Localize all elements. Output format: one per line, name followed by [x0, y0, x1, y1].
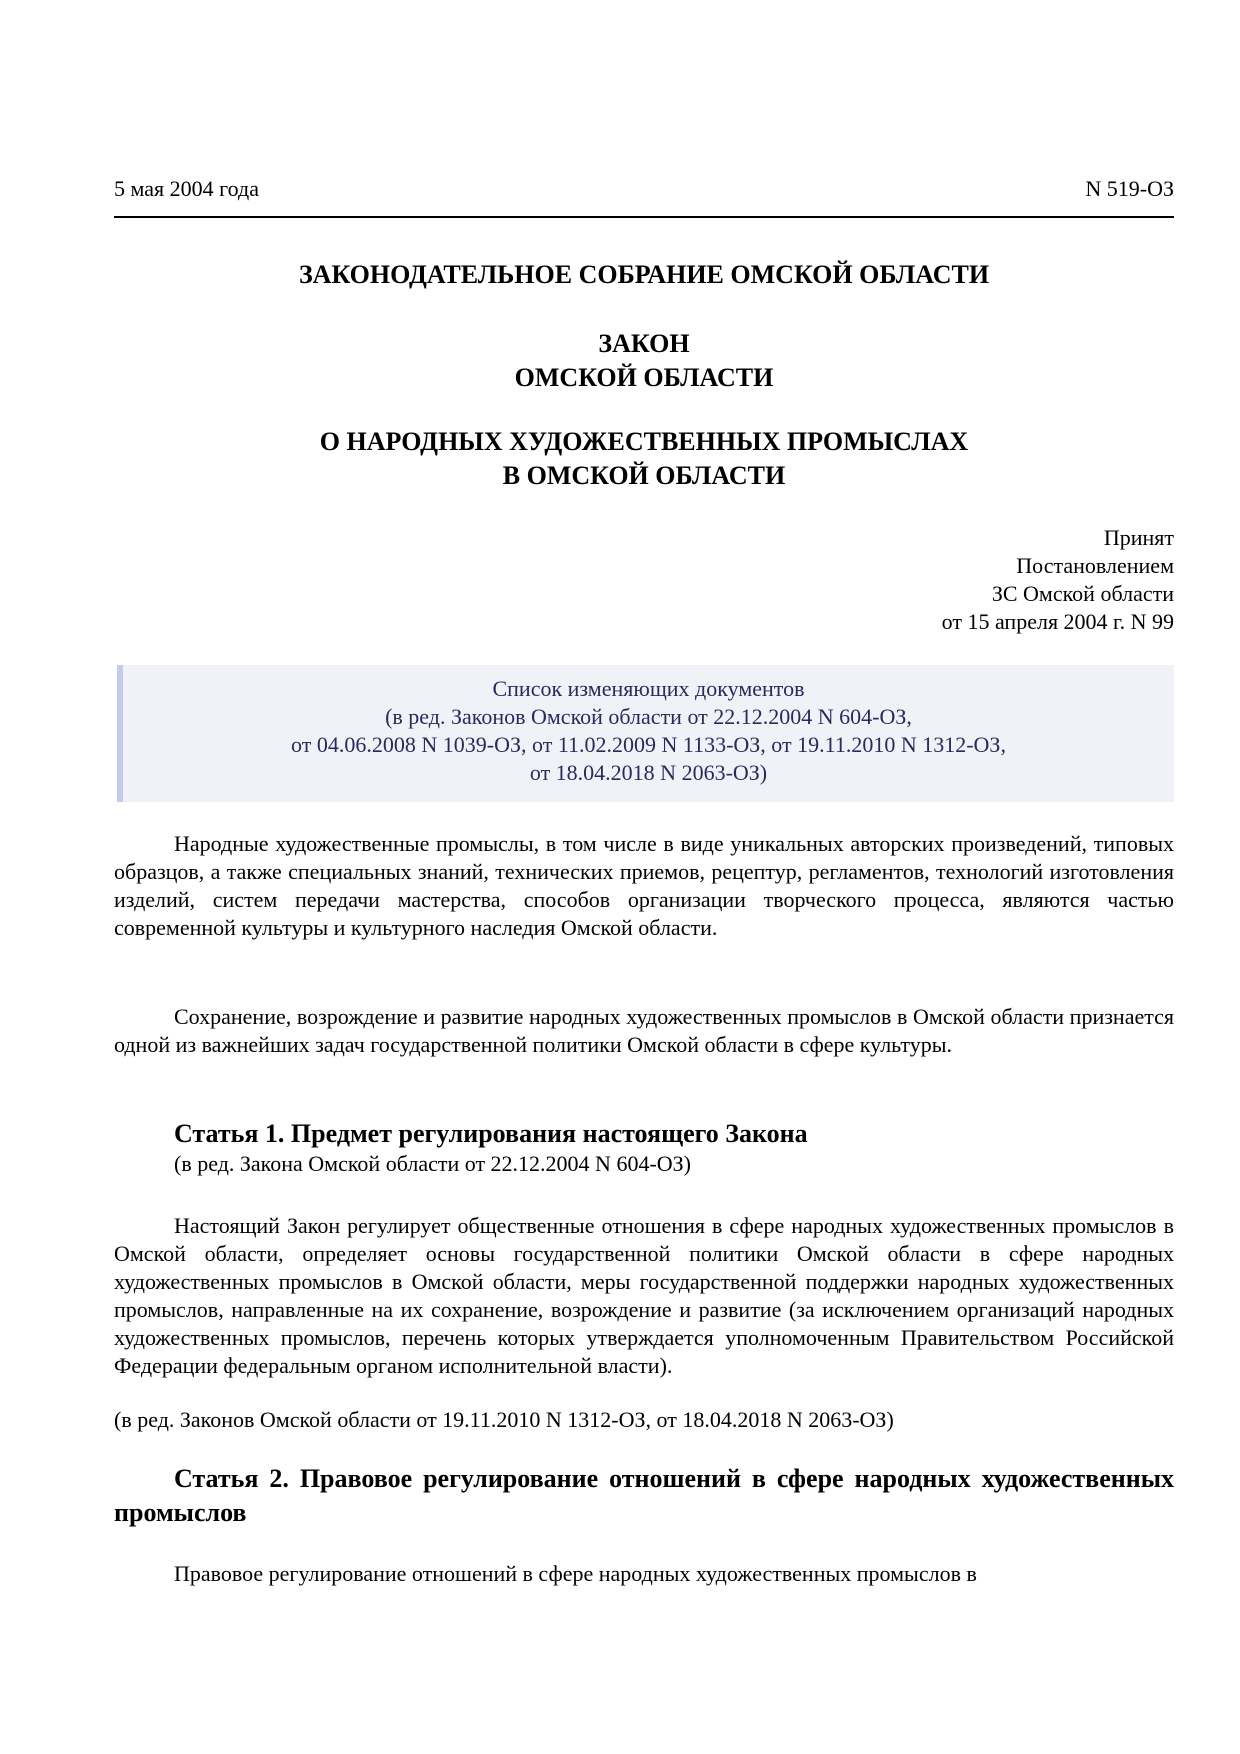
adoption-line-4: от 15 апреля 2004 г. N 99 — [941, 609, 1174, 634]
amendments-line-3[interactable]: от 18.04.2018 N 2063-ОЗ) — [529, 760, 768, 785]
law-subject-title — [114, 425, 1174, 493]
document-header — [114, 176, 1174, 202]
doc-type-line-2: ОМСКОЙ ОБЛАСТИ — [514, 363, 774, 392]
article-1-title: Статья 1. Предмет регулирования настоящего Закона — [174, 1119, 808, 1148]
preamble-paragraph-2: Сохранение, возрождение и развитие народных художественных промыслов в Омской области признается одной из важнейших задач государственной политики Омской области в сфере культуры. — [114, 1004, 1174, 1057]
amendments-line-1[interactable]: (в ред. Законов Омской области от 22.12.2004 N 604-ОЗ, — [385, 704, 912, 729]
doc-type-title — [114, 327, 1174, 395]
document-number: N 519-ОЗ — [1085, 176, 1174, 201]
article-2-body: Правовое регулирование отношений в сфере народных художественных промыслов в — [174, 1561, 977, 1586]
adoption-line-1: Принят — [1103, 525, 1174, 550]
subject-line-1: О НАРОДНЫХ ХУДОЖЕСТВЕННЫХ ПРОМЫСЛАХ — [319, 427, 969, 456]
adoption-info — [942, 524, 1174, 636]
amendments-heading: Список изменяющих документов — [492, 676, 805, 701]
header-divider — [114, 216, 1174, 218]
adoption-line-2: Постановлением — [1016, 553, 1174, 578]
document-date: 5 мая 2004 года — [114, 176, 259, 201]
doc-type-line-1: ЗАКОН — [598, 329, 690, 358]
article-1-title-note[interactable]: (в ред. Закона Омской области от 22.12.2004 N 604-ОЗ) — [174, 1151, 692, 1176]
subject-line-2: В ОМСКОЙ ОБЛАСТИ — [502, 461, 786, 490]
amendments-box — [117, 665, 1174, 802]
preamble-paragraph-1: Народные художественные промыслы, в том числе в виде уникальных авторских произведений, типовых образцов, а также специальных знаний, технических приемов, рецептур, регламентов, технологий изготовления изделий, систем передачи мастерства, способов организации творческого процесса, являются частью современной культуры и культурного наследия Омской области. — [114, 831, 1174, 940]
article-2-title: Статья 2. Правовое регулирование отношений в сфере народных художественных промыслов — [114, 1464, 1174, 1527]
article-1-body: Настоящий Закон регулирует общественные отношения в сфере народных художественных промыслов в Омской области, определяет основы государственной политики Омской области в сфере народных художественных промыслов в Омской области, меры государственной поддержки народных художественных промыслов, направленные на их сохранение, возрождение и развитие (за исключением организаций народных художественных промыслов, перечень которых утверждается уполномоченным Правительством Российской Федерации федеральным органом исполнительной власти). — [114, 1213, 1174, 1378]
amendments-line-2[interactable]: от 04.06.2008 N 1039-ОЗ, от 11.02.2009 N 1133-ОЗ, от 19.11.2010 N 1312-ОЗ, — [291, 732, 1006, 757]
issuer-title: ЗАКОНОДАТЕЛЬНОЕ СОБРАНИЕ ОМСКОЙ ОБЛАСТИ — [298, 260, 990, 289]
article-1-body-note[interactable]: (в ред. Законов Омской области от 19.11.2010 N 1312-ОЗ, от 18.04.2018 N 2063-ОЗ) — [114, 1407, 894, 1432]
adoption-line-3: ЗС Омской области — [991, 581, 1174, 606]
